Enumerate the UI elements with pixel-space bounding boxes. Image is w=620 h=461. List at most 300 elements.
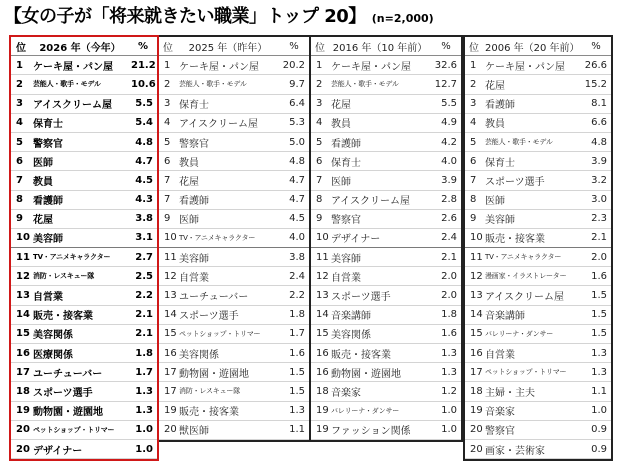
rank-cell: 7: [311, 171, 329, 190]
percent-cell: 1.8: [129, 344, 157, 363]
table-row: [465, 420, 611, 439]
rank-cell: 4: [11, 113, 31, 132]
rank-cell: 6: [465, 152, 483, 171]
rank-cell: 6: [11, 152, 31, 171]
percent-cell: 1.5: [581, 324, 611, 343]
percent-cell: 1.0: [581, 401, 611, 420]
ranking-table-2006: [463, 35, 613, 461]
table-row: [159, 305, 309, 324]
job-name-cell: 消防・レスキュー隊: [31, 267, 129, 286]
percent-cell: 0.9: [581, 439, 611, 458]
table-row: [465, 94, 611, 113]
table-row: [311, 190, 461, 209]
job-name-cell: アイスクリーム屋: [329, 190, 431, 209]
percent-cell: 4.9: [431, 113, 461, 132]
job-name-cell: TV・アニメキャラクター: [31, 248, 129, 267]
job-name-cell: スポーツ選手: [177, 305, 279, 324]
table-row: [11, 152, 157, 171]
table-row: [159, 113, 309, 132]
table-row: [311, 248, 461, 267]
table-row: [11, 286, 157, 305]
page-title: [4, 4, 434, 30]
rank-cell: 11: [311, 248, 329, 267]
rank-cell: 13: [11, 286, 31, 305]
table-row: [159, 209, 309, 228]
table-row: [465, 132, 611, 151]
rank-cell: 19: [465, 401, 483, 420]
rank-cell: 4: [159, 113, 177, 132]
table-row: [311, 171, 461, 190]
table-row: [311, 152, 461, 171]
table-row: [11, 113, 157, 132]
percent-cell: 1.7: [129, 363, 157, 382]
rank-cell: 12: [465, 267, 483, 286]
job-name-cell: バレリーナ・ダンサー: [483, 324, 581, 343]
rank-cell: 15: [11, 324, 31, 343]
job-name-cell: 看護師: [483, 94, 581, 113]
rank-cell: 1: [465, 56, 483, 75]
table-row: [159, 228, 309, 247]
job-name-cell: アイスクリーム屋: [177, 113, 279, 132]
rank-cell: 7: [465, 171, 483, 190]
rank-cell: 12: [11, 267, 31, 286]
table-row: [159, 248, 309, 267]
percent-cell: 2.0: [581, 248, 611, 267]
rank-cell: 5: [11, 132, 31, 151]
percent-cell: 1.6: [431, 324, 461, 343]
percent-cell: 2.4: [431, 228, 461, 247]
job-name-cell: ペットショップ・トリマー: [31, 420, 129, 439]
percent-cell: 4.7: [129, 152, 157, 171]
job-name-cell: ユーチューバー: [31, 363, 129, 382]
year-header: 2026 年（今年）: [31, 37, 129, 56]
rank-header: 位: [11, 37, 31, 56]
percent-cell: 0.9: [581, 420, 611, 439]
table-row: [159, 94, 309, 113]
percent-cell: 2.1: [129, 305, 157, 324]
rank-cell: 9: [311, 209, 329, 228]
percent-cell: 5.0: [279, 132, 309, 151]
percent-cell: 2.7: [129, 248, 157, 267]
job-name-cell: デザイナー: [31, 439, 129, 458]
rank-cell: 9: [159, 209, 177, 228]
percent-cell: 2.1: [129, 324, 157, 343]
rank-cell: 2: [465, 75, 483, 94]
rank-cell: 15: [311, 324, 329, 343]
percent-cell: 1.5: [581, 305, 611, 324]
job-name-cell: 看護師: [177, 190, 279, 209]
table-row: [11, 401, 157, 420]
rank-cell: 13: [311, 286, 329, 305]
job-name-cell: 音楽家: [483, 401, 581, 420]
table-row: [465, 152, 611, 171]
table-row: [311, 420, 461, 439]
job-name-cell: 医師: [329, 171, 431, 190]
rank-cell: 17: [159, 363, 177, 382]
rank-cell: 16: [311, 344, 329, 363]
table-row: [465, 401, 611, 420]
percent-cell: 3.9: [581, 152, 611, 171]
percent-cell: 5.4: [129, 113, 157, 132]
percent-cell: 4.8: [129, 132, 157, 151]
percent-cell: 15.2: [581, 75, 611, 94]
percent-cell: 6.4: [279, 94, 309, 113]
table-row: [11, 267, 157, 286]
percent-cell: 3.9: [431, 171, 461, 190]
rank-cell: 6: [311, 152, 329, 171]
rank-cell: 5: [311, 132, 329, 151]
percent-header: %: [581, 37, 611, 56]
job-name-cell: ペットショップ・トリマー: [483, 363, 581, 382]
job-name-cell: 消防・レスキュー隊: [177, 382, 279, 401]
job-name-cell: 販売・接客業: [329, 344, 431, 363]
sample-size-note: (n=2,000): [371, 12, 434, 25]
table-row: [11, 382, 157, 401]
year-header: 2006 年（20 年前）: [483, 37, 581, 56]
job-name-cell: 保育士: [31, 113, 129, 132]
job-name-cell: 看護師: [31, 190, 129, 209]
table-row: [311, 209, 461, 228]
rank-cell: 14: [159, 305, 177, 324]
job-name-cell: 警察官: [483, 420, 581, 439]
table-row: [11, 75, 157, 94]
rank-cell: 18: [311, 382, 329, 401]
percent-cell: 4.2: [431, 132, 461, 151]
job-name-cell: 花屋: [31, 209, 129, 228]
table-row: [311, 324, 461, 343]
percent-cell: 2.8: [431, 190, 461, 209]
table-row: [11, 228, 157, 247]
rank-cell: 7: [159, 190, 177, 209]
job-name-cell: 音楽講師: [483, 305, 581, 324]
job-name-cell: アイスクリーム屋: [483, 286, 581, 305]
job-name-cell: 美容関係: [329, 324, 431, 343]
table-row: [465, 382, 611, 401]
rank-cell: 12: [311, 267, 329, 286]
percent-header: %: [431, 37, 461, 56]
job-name-cell: スポーツ選手: [483, 171, 581, 190]
job-name-cell: 美容関係: [177, 344, 279, 363]
percent-cell: 1.3: [581, 344, 611, 363]
job-name-cell: 美容師: [483, 209, 581, 228]
rank-cell: 13: [465, 286, 483, 305]
table-row: [311, 267, 461, 286]
rank-cell: 1: [311, 56, 329, 75]
rank-cell: 16: [11, 344, 31, 363]
job-name-cell: 花屋: [177, 171, 279, 190]
percent-cell: 5.3: [279, 113, 309, 132]
rank-cell: 17: [11, 363, 31, 382]
percent-cell: 1.7: [279, 324, 309, 343]
table-row: [159, 420, 309, 439]
percent-cell: 3.1: [129, 228, 157, 247]
table-row: [311, 56, 461, 75]
percent-cell: 1.1: [581, 382, 611, 401]
percent-cell: 26.6: [581, 56, 611, 75]
percent-cell: 4.0: [279, 228, 309, 247]
rank-cell: 14: [311, 305, 329, 324]
job-name-cell: スポーツ選手: [329, 286, 431, 305]
percent-cell: 6.6: [581, 113, 611, 132]
rank-cell: 18: [11, 382, 31, 401]
job-name-cell: ユーチューバー: [177, 286, 279, 305]
table-row: [311, 113, 461, 132]
rank-cell: 5: [159, 132, 177, 151]
job-name-cell: 警察官: [329, 209, 431, 228]
percent-cell: 1.8: [279, 305, 309, 324]
job-name-cell: 美容師: [177, 248, 279, 267]
table-row: [311, 401, 461, 420]
rank-cell: 3: [159, 94, 177, 113]
percent-cell: 20.2: [279, 56, 309, 75]
table-row: [11, 190, 157, 209]
table-row: [159, 75, 309, 94]
table-row: [465, 324, 611, 343]
percent-cell: 1.0: [431, 420, 461, 439]
percent-cell: 10.6: [129, 75, 157, 94]
percent-cell: 4.8: [279, 152, 309, 171]
percent-cell: 3.8: [279, 248, 309, 267]
job-name-cell: 花屋: [483, 75, 581, 94]
job-name-cell: 動物園・遊園地: [177, 363, 279, 382]
table-row: [159, 401, 309, 420]
rank-cell: 10: [159, 228, 177, 247]
table-row: [465, 305, 611, 324]
percent-cell: 2.4: [279, 267, 309, 286]
rank-cell: 20: [11, 420, 31, 439]
percent-cell: 2.0: [431, 267, 461, 286]
percent-cell: 4.7: [279, 190, 309, 209]
percent-cell: 1.6: [279, 344, 309, 363]
percent-cell: 12.7: [431, 75, 461, 94]
rank-cell: 11: [11, 248, 31, 267]
table-row: [311, 363, 461, 382]
table-row: [311, 305, 461, 324]
rank-cell: 9: [465, 209, 483, 228]
table-row: [159, 363, 309, 382]
job-name-cell: 美容関係: [31, 324, 129, 343]
rank-cell: 7: [159, 171, 177, 190]
percent-cell: 3.0: [581, 190, 611, 209]
rank-cell: 19: [11, 401, 31, 420]
table-row: [11, 305, 157, 324]
job-name-cell: 美容師: [31, 228, 129, 247]
percent-cell: 4.8: [581, 132, 611, 151]
rank-cell: 20: [465, 439, 483, 458]
job-name-cell: 看護師: [329, 132, 431, 151]
table-row: [465, 56, 611, 75]
table-row: [11, 363, 157, 382]
percent-cell: 5.5: [431, 94, 461, 113]
percent-cell: 4.5: [279, 209, 309, 228]
rank-cell: 11: [465, 248, 483, 267]
table-row: [11, 171, 157, 190]
job-name-cell: TV・アニメキャラクター: [177, 228, 279, 247]
percent-cell: 2.1: [581, 228, 611, 247]
rank-cell: 17: [159, 382, 177, 401]
percent-cell: 5.5: [129, 94, 157, 113]
job-name-cell: 芸能人・歌手・モデル: [31, 75, 129, 94]
rank-cell: 20: [11, 439, 31, 458]
rank-cell: 10: [11, 228, 31, 247]
table-row: [11, 324, 157, 343]
rank-cell: 8: [311, 190, 329, 209]
rank-cell: 20: [159, 420, 177, 439]
year-header: 2016 年（10 年前）: [329, 37, 431, 56]
rank-cell: 19: [159, 401, 177, 420]
percent-cell: 9.7: [279, 75, 309, 94]
rank-cell: 15: [465, 324, 483, 343]
percent-cell: 2.3: [581, 209, 611, 228]
job-name-cell: アイスクリーム屋: [31, 94, 129, 113]
rank-cell: 9: [11, 209, 31, 228]
ranking-table-2025: [159, 35, 311, 442]
percent-cell: 4.3: [129, 190, 157, 209]
table-row: [311, 344, 461, 363]
job-name-cell: 音楽家: [329, 382, 431, 401]
table-row: [11, 420, 157, 439]
job-name-cell: 医療関係: [31, 344, 129, 363]
table-row: [311, 132, 461, 151]
percent-cell: 21.2: [129, 56, 157, 75]
table-row: [465, 228, 611, 247]
percent-cell: 4.7: [279, 171, 309, 190]
rank-cell: 2: [311, 75, 329, 94]
job-name-cell: 画家・芸術家: [483, 439, 581, 458]
percent-cell: 1.5: [581, 286, 611, 305]
job-name-cell: ケーキ屋・パン屋: [177, 56, 279, 75]
job-name-cell: スポーツ選手: [31, 382, 129, 401]
year-header: 2025 年（昨年）: [177, 37, 279, 56]
rank-cell: 1: [159, 56, 177, 75]
job-name-cell: 自営業: [177, 267, 279, 286]
job-name-cell: 医師: [31, 152, 129, 171]
percent-cell: 1.3: [431, 344, 461, 363]
job-name-cell: 動物園・遊園地: [329, 363, 431, 382]
percent-cell: 2.2: [279, 286, 309, 305]
rank-cell: 10: [311, 228, 329, 247]
ranking-table-2016: [311, 35, 463, 442]
percent-cell: 1.8: [431, 305, 461, 324]
table-row: [159, 132, 309, 151]
table-row: [159, 324, 309, 343]
percent-header: %: [129, 37, 157, 56]
rank-cell: 4: [465, 113, 483, 132]
percent-header: %: [279, 37, 309, 56]
percent-cell: 1.6: [581, 267, 611, 286]
job-name-cell: 獣医師: [177, 420, 279, 439]
table-row: [11, 344, 157, 363]
percent-cell: 3.8: [129, 209, 157, 228]
rank-cell: 3: [465, 94, 483, 113]
rank-header: 位: [465, 37, 483, 56]
table-row: [159, 190, 309, 209]
rank-cell: 5: [465, 132, 483, 151]
table-row: [311, 94, 461, 113]
table-row: [11, 439, 157, 458]
percent-cell: 1.3: [129, 401, 157, 420]
table-row: [159, 152, 309, 171]
job-name-cell: 保育士: [329, 152, 431, 171]
job-name-cell: 芸能人・歌手・モデル: [177, 75, 279, 94]
rank-header: 位: [311, 37, 329, 56]
job-name-cell: 自営業: [31, 286, 129, 305]
job-name-cell: 警察官: [177, 132, 279, 151]
percent-cell: 1.3: [431, 363, 461, 382]
table-row: [465, 209, 611, 228]
job-name-cell: 医師: [177, 209, 279, 228]
job-name-cell: TV・アニメキャラクター: [483, 248, 581, 267]
table-row: [465, 190, 611, 209]
job-name-cell: 医師: [483, 190, 581, 209]
rank-cell: 1: [11, 56, 31, 75]
rank-cell: 18: [465, 382, 483, 401]
rank-cell: 8: [11, 190, 31, 209]
rank-cell: 16: [311, 363, 329, 382]
job-name-cell: ケーキ屋・パン屋: [31, 56, 129, 75]
rank-cell: 11: [159, 248, 177, 267]
percent-cell: 8.1: [581, 94, 611, 113]
rank-cell: 16: [159, 344, 177, 363]
rank-cell: 12: [159, 267, 177, 286]
job-name-cell: 主婦・主夫: [483, 382, 581, 401]
job-name-cell: ケーキ屋・パン屋: [329, 56, 431, 75]
percent-cell: 2.2: [129, 286, 157, 305]
table-row: [465, 286, 611, 305]
job-name-cell: 自営業: [329, 267, 431, 286]
job-name-cell: ファッション関係: [329, 420, 431, 439]
rank-cell: 14: [11, 305, 31, 324]
percent-cell: 1.5: [279, 363, 309, 382]
rank-cell: 14: [465, 305, 483, 324]
job-name-cell: 芸能人・歌手・モデル: [329, 75, 431, 94]
table-row: [465, 248, 611, 267]
rank-cell: 15: [159, 324, 177, 343]
job-name-cell: ケーキ屋・パン屋: [483, 56, 581, 75]
job-name-cell: デザイナー: [329, 228, 431, 247]
table-row: [159, 344, 309, 363]
job-name-cell: 美容師: [329, 248, 431, 267]
table-row: [11, 209, 157, 228]
table-row: [11, 56, 157, 75]
job-name-cell: 音楽講師: [329, 305, 431, 324]
job-name-cell: 自営業: [483, 344, 581, 363]
rank-cell: 17: [465, 363, 483, 382]
percent-cell: 1.5: [279, 382, 309, 401]
job-name-cell: 保育士: [177, 94, 279, 113]
percent-cell: 1.2: [431, 382, 461, 401]
rank-cell: 16: [465, 344, 483, 363]
job-name-cell: バレリーナ・ダンサー: [329, 401, 431, 420]
table-row: [159, 286, 309, 305]
table-row: [159, 171, 309, 190]
job-name-cell: 販売・接客業: [483, 228, 581, 247]
table-row: [465, 439, 611, 458]
job-name-cell: 花屋: [329, 94, 431, 113]
rank-cell: 3: [311, 94, 329, 113]
percent-cell: 2.6: [431, 209, 461, 228]
percent-cell: 1.1: [279, 420, 309, 439]
rank-cell: 3: [11, 94, 31, 113]
table-row: [159, 267, 309, 286]
table-row: [311, 228, 461, 247]
rank-cell: 4: [311, 113, 329, 132]
job-name-cell: 芸能人・歌手・モデル: [483, 132, 581, 151]
table-row: [11, 94, 157, 113]
rank-cell: 2: [11, 75, 31, 94]
percent-cell: 4.0: [431, 152, 461, 171]
percent-cell: 32.6: [431, 56, 461, 75]
